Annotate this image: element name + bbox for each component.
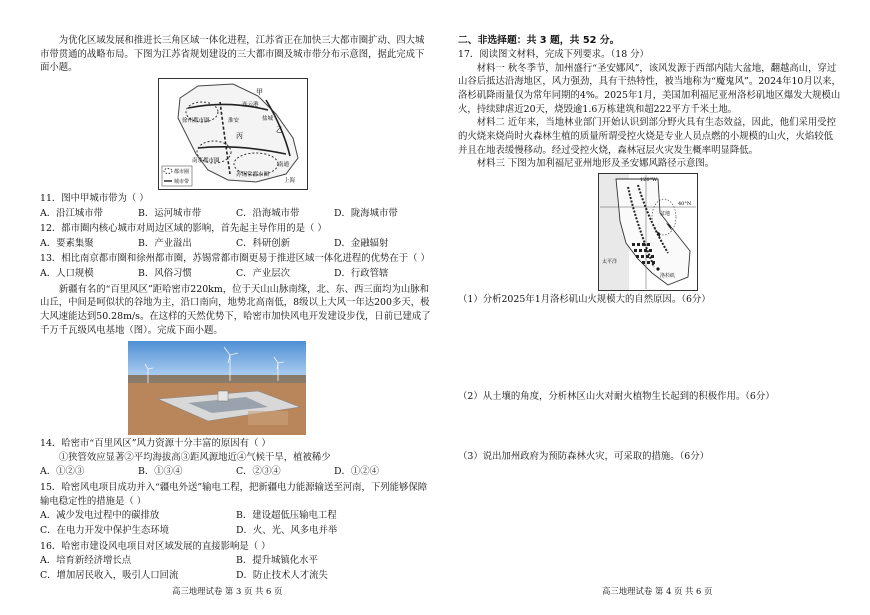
q16-stem: 16．哈密市建设风电项目对区域发展的直接影响是（ ） [40, 540, 271, 552]
map1-label-shanghai: 上海 [284, 177, 296, 184]
map2-label-basin: 盆地 [660, 210, 671, 217]
map1-legend-chengshidai: 城市带 [174, 178, 190, 185]
q13-option-d[interactable]: D．行政管辖 [334, 268, 389, 279]
wind-farm-photo [128, 341, 306, 435]
intro-hami: 新疆有名的“百里风区”距哈密市220km，位于天山山脉南缘，北、东、西三面均为山脉和山丘，中间是呵似状的谷地为主，沿口南向，地势北高南低，8级以上大风一年达200多天，极大风速能达到50.28m/s。在这样的天然优势下，哈密市加快风电开发建设步伐，日前已建成了千万千瓦级风电基地（图）。完成下面小题。 [40, 283, 431, 336]
map1-label-lianyungang: 连云港 [242, 101, 259, 108]
q14-option-d[interactable]: D．①②④ [334, 466, 380, 478]
map1-label-nantong: 南通 [278, 161, 290, 168]
q17-sub3: （3）说出加州政府为预防森林火灾，可采取的措施。（6分） [458, 451, 709, 463]
map1-label-huaian: 淮安 [228, 117, 240, 124]
q12-option-b[interactable]: B．产业溢出 [138, 237, 192, 249]
wind-farm-image [128, 341, 306, 435]
q15-stem: 15．哈密风电项目成功并入“疆电外送”输电工程，把新疆电力能源输送至河南，下列能够保障输电稳定性的措施是（ ） [40, 482, 428, 507]
material-1: 材料一 秋冬季节，加州盛行“圣安娜风”，该风发源于西部内陆大盆地，翻越高山，穿过山谷后抵达沿海地区，风力强劲，具有干热特性，被当地称为“魔鬼风”。2024年10月以来，洛杉矶降雨量仅为常年同期的4%。2025年1月，美国加利福尼亚州洛杉矶地区爆发大规模山火，持续肆虐近20天，烧毁逾1.6万栋建筑和超222平方千米土地。 [458, 62, 841, 115]
q14-options [40, 465, 432, 479]
q16-option-c[interactable]: C．增加居民收入，吸引人口回流 [40, 569, 179, 581]
q11-option-a[interactable]: A．沿江城市带 [40, 207, 104, 219]
q15-option-d[interactable]: D．火、光、风多电并举 [236, 524, 338, 536]
q11-stem: 11．图中甲城市带为（ ） [40, 192, 149, 204]
map2-label-ocean: 太平洋 [602, 258, 618, 265]
map2-label-la: 洛杉矶 [660, 272, 676, 279]
q17-sub2: （2）从土壤的角度，分析林区山火对耐火植物生长起到的积极作用。（6分） [458, 391, 775, 403]
map1-label-bing: 丙 [236, 131, 243, 140]
q14-stem: 14．哈密市“百里风区”风力资源十分丰富的原因有（ ） [40, 438, 271, 450]
q12-option-a[interactable]: A．要素集聚 [40, 237, 94, 249]
map1-label-nanjing: 南京都市圈 [192, 157, 220, 164]
map1-label-yancheng: 盐城 [262, 115, 274, 122]
q13-stem: 13．相比南京都市圈和徐州都市圈，苏锡常都市圈更易于推进区域一体化进程的优势在于（ ） [40, 253, 430, 265]
q15-options-row2 [40, 524, 432, 538]
map1-label-suxichang: 苏锡常都市圈 [236, 171, 270, 178]
material-3: 材料三 下图为加利福尼亚州地形及圣安娜风路径示意图。 [476, 158, 715, 170]
answer-space-2[interactable] [458, 404, 842, 450]
q14-option-c[interactable]: C．②③④ [236, 466, 281, 478]
left-page [40, 34, 432, 582]
map1-label-yi: 乙 [276, 125, 283, 134]
q14-option-a[interactable]: A．①②③ [40, 466, 85, 478]
q11-options [40, 207, 432, 221]
q15-options-row1 [40, 509, 432, 523]
q16-options-row1 [40, 554, 432, 568]
q16-options-row2 [40, 569, 432, 583]
q13-option-a[interactable]: A．人口规模 [40, 268, 94, 279]
map1-label-xuzhou: 徐州都市圈 [182, 117, 210, 124]
california-map-figure [598, 173, 698, 291]
q14-statements: ①狭管效应显著②平均海拔高③距风源地近④气候干旱，植被稀少 [58, 451, 331, 463]
q13-option-c[interactable]: C．产业层次 [236, 268, 291, 279]
q15-option-a[interactable]: A．减少发电过程中的碳排放 [40, 510, 160, 522]
q12-stem: 12．都市圈内核心城市对周边区域的影响，首先起主导作用的是（ ） [40, 223, 327, 235]
map2-label-lat: 40°N [678, 200, 692, 207]
q17-heading: 17．阅读图文材料，完成下列要求。（18 分） [458, 49, 649, 61]
q16-option-b[interactable]: B．提升城镇化水平 [236, 555, 318, 567]
q12-option-d[interactable]: D．金融辐射 [334, 237, 389, 249]
q17-sub1: （1）分析2025年1月洛杉矶山火规模大的自然原因。（6分） [458, 293, 711, 305]
q11-option-c[interactable]: C．沿海城市带 [236, 207, 300, 219]
section-heading: 二、非选择题：共 3 题，共 52 分。 [458, 35, 620, 46]
california-map [598, 173, 698, 291]
q12-options [40, 237, 432, 251]
map2-label-lon: 120°W [640, 176, 658, 183]
map1-legend-dushiquan: 都市圈 [174, 168, 190, 175]
q15-option-b[interactable]: B．建设超低压输电工程 [236, 510, 337, 522]
q12-option-c[interactable]: C．科研创新 [236, 237, 291, 249]
q13-option-b[interactable]: B．风俗习惯 [138, 268, 192, 279]
material-2: 材料二 近年来，当地林业部门开始认识到部分野火具有生态效益，因此，他们采用受控的火烧来烧尚时火森林生植的质量所谓受控火烧是专业人员点燃的小规模的山火，火焰较低并且在地表缓慢移动。经过受控火烧，森林冠层火灾发生概率明显降低。 [458, 117, 837, 156]
q16-option-d[interactable]: D．防止技术人才流失 [236, 569, 328, 581]
page-footer-3: 高三地理试卷 第 3 页 共 6 页 [172, 586, 283, 596]
right-page [458, 34, 842, 464]
q16-option-a[interactable]: A．培育新经济增长点 [40, 555, 132, 567]
q14-option-b[interactable]: B．①③④ [138, 466, 183, 478]
answer-space-1[interactable] [458, 306, 842, 390]
q11-option-d[interactable]: D．陇海城市带 [334, 207, 398, 219]
q13-options [40, 267, 432, 281]
jiangsu-map-figure [158, 78, 308, 190]
intro-jiangsu: 为优化区域发展和推进长三角区域一体化进程，江苏省正在加快三大都市圈扩动、四大城市带贯通的战略布局。下图为江苏省规划建设的三大都市圈及城市带分布示意图，据此完成下面小题。 [40, 35, 425, 74]
jiangsu-map [158, 78, 308, 190]
q11-option-b[interactable]: B．运河城市带 [138, 207, 202, 219]
page-footer-4: 高三地理试卷 第 4 页 共 6 页 [602, 586, 713, 596]
map1-label-jia: 甲 [256, 87, 263, 96]
q15-option-c[interactable]: C．在电力开发中保护生态环境 [40, 524, 170, 536]
